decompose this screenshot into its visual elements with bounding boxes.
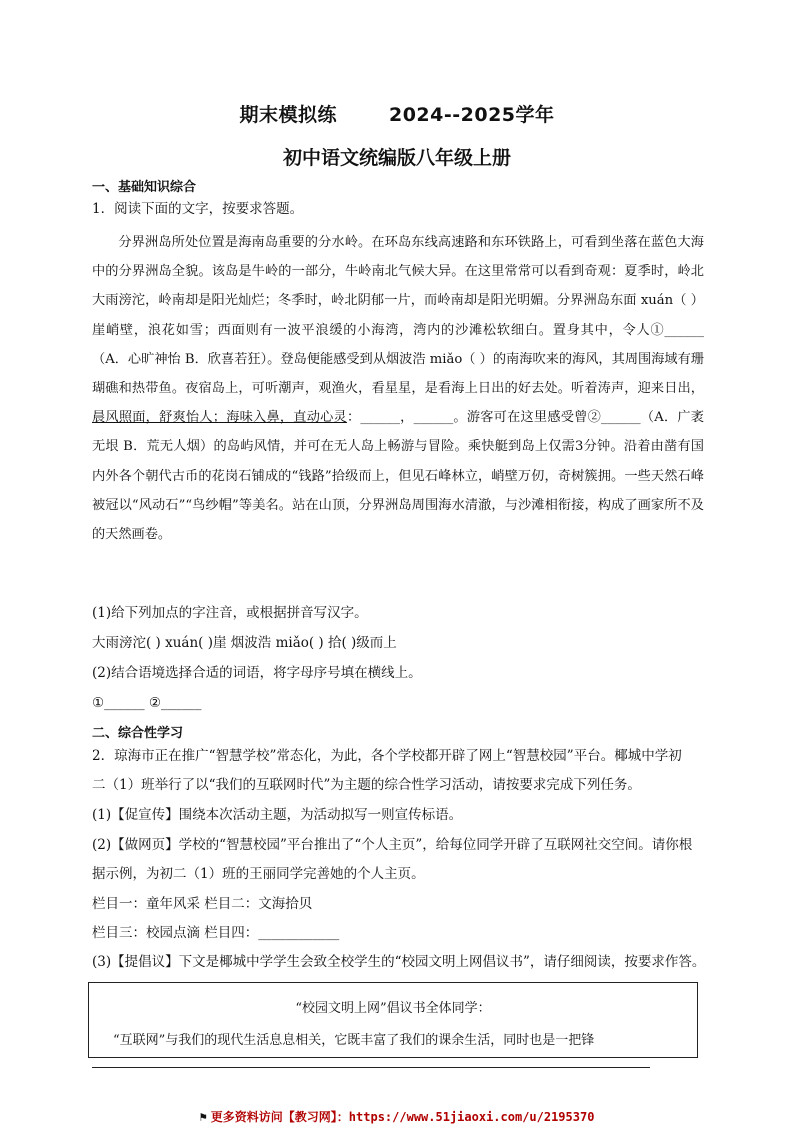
footer-text[interactable]: 更多资料访问【教习网】：https://www.51jiaoxi.com/u/2195370 — [210, 1110, 595, 1124]
column-row-2: 栏目三：校园点滴 栏目四：____________ — [92, 925, 340, 941]
letter-greeting: “校园文明上网”倡议书全体同学： — [295, 1001, 491, 1016]
divider-line — [92, 1067, 650, 1068]
passage-text: 分界洲岛所处位置是海南岛重要的分水岭。在环岛东线高速路和东环铁路上，可看到坐落在蓝色大海中的分界洲岛全貌。该岛是牛岭的一部分，牛岭南北气候大异。在这里常常可以看到奇观：夏季时，岭北大雨滂沱，岭南却是阳光灿烂；冬季时，岭北阴郁一片，而岭南却是阳光明媚。分界洲岛东面 xuán（ ）崖峭壁，浪花如雪；西面则有一波平浪缓的小海湾，湾内的沙滩松软细白。置身其中，令人①______（A．心旷神怡 B．欣喜若狂）。登岛便能感受到从烟波浩 miǎo（ ）的南海吹来的海风，其周围海域有珊瑚礁和热带鱼。夜宿岛上，可听潮声，观渔火，看星星，是看海上日出的好去处。听着涛声，迎来日出， — [92, 235, 704, 397]
column-row-1: 栏目一：童年风采 栏目二：文海拾贝 — [92, 896, 313, 912]
reading-passage — [92, 228, 704, 549]
document-title — [0, 100, 794, 127]
document-subtitle: 初中语文统编版八年级上册 — [282, 147, 511, 169]
question-2-line-2: 二（1）班举行了以“我们的互联网时代”为主题的综合性学习活动，请按要求完成下列任务。 — [92, 777, 641, 793]
task-1: (1)【促宣传】围绕本次活动主题，为活动拟写一则宣传标语。 — [92, 807, 463, 823]
title-year: 2024--2025学年 — [388, 104, 555, 126]
flag-icon: ⚑ — [199, 1110, 207, 1124]
proposal-letter-box — [88, 982, 698, 1058]
passage-underlined: 晨风照面，舒爽怡人；海味入鼻，直动心灵 — [92, 410, 347, 426]
section-heading-2: 二、综合性学习 — [92, 726, 184, 741]
title-main: 期末模拟练 — [239, 104, 337, 126]
letter-first-line: “互联网”与我们的现代生活息息相关，它既丰富了我们的课余生活，同时也是一把锋 — [113, 1033, 595, 1048]
section-heading-1: 一、基础知识综合 — [92, 180, 197, 195]
task-2-line-2: 据示例，为初二（1）班的王丽同学完善她的个人主页。 — [92, 866, 425, 882]
sub-question-2: (2)结合语境选择合适的词语，将字母序号填在横线上。 — [92, 665, 422, 681]
task-2-line-1: (2)【做网页】学校的“智慧校园”平台推出了“个人主页”，给每位同学开辟了互联网社交空间。请你根 — [92, 837, 693, 853]
sub-question-2-blanks: ①______ ②______ — [92, 695, 202, 711]
sub-question-1-items: 大雨滂沱( ) xuán( )崖 烟波浩 miǎo( ) 拾( )级而上 — [92, 635, 397, 651]
sub-question-1: (1)给下列加点的字注音，或根据拼音写汉字。 — [92, 605, 368, 621]
footer-link[interactable] — [0, 1108, 794, 1125]
question-2-line-1: 2．琼海市正在推广“智慧学校”常态化，为此，各个学校都开辟了网上“智慧校园”平台。椰城中学初 — [92, 748, 682, 764]
passage-rest: ：______，______。游客可在这里感受曾②______（A．广袤无垠 B．荒无人烟）的岛屿风情，并可在无人岛上畅游与冒险。乘快艇到岛上仅需3分钟。沿着由凿有国内外各个朝代古币的花岗石铺成的“钱路”拾级而上，但见石峰林立，峭壁万仞，奇树簇拥。一些天然石峰被冠以“风动石”“鸟纱帽”等美名。站在山顶，分界洲岛周围海水清澈，与沙滩相衔接，构成了画家所不及的天然画卷。 — [92, 410, 704, 543]
task-3: (3)【提倡议】下文是椰城中学学生会致全校学生的“校园文明上网倡议书”，请仔细阅读，按要求作答。 — [92, 954, 706, 970]
question-1-prompt: 1．阅读下面的文字，按要求答题。 — [92, 201, 304, 217]
